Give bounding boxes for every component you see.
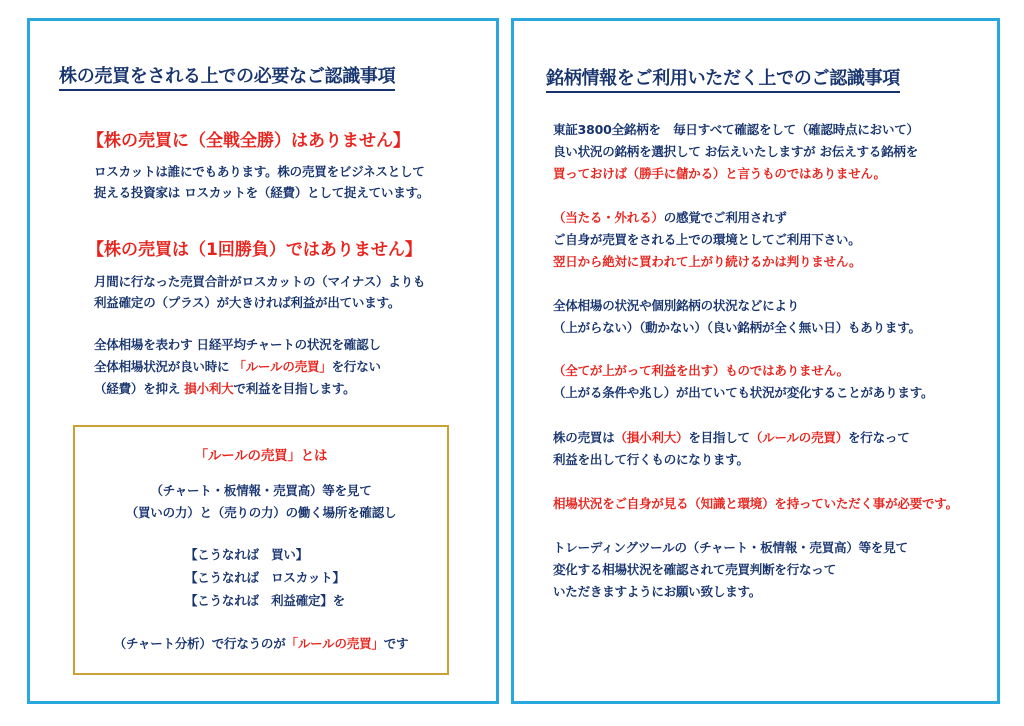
right-p7-line1: トレーディングツールの（チャート・板情報・売買高）等を見て	[553, 540, 908, 555]
left-title: 株の売買をされる上での必要なご認識事項	[59, 62, 395, 91]
right-p4-line2: （上がる条件や兆し）が出ていても状況が変化することがあります。	[553, 385, 934, 400]
right-p1-line3: 買っておけば（勝手に儲かる）と言うものではありません。	[553, 166, 886, 181]
rule-box-line1: （チャート・板情報・売買高）等を見て	[150, 483, 372, 498]
right-p7-line2: 変化する相場状況を確認されて売買判断を行なって	[553, 562, 836, 577]
right-p4-line1: （全てが上がって利益を出す）ものではありません。	[553, 363, 849, 378]
left-para1-line1: ロスカットは誰にでもあります。株の売買をビジネスとして	[94, 164, 425, 179]
heading-not-one-shot: 【株の売買は（1回勝負）ではありません】	[87, 240, 422, 260]
right-p5-line1: 株の売買は（損小利大）を目指して（ルールの売買）を行なって	[553, 430, 910, 445]
right-p2-line2: ご自身が売買をされる上での環境としてご利用下さい。	[553, 232, 861, 247]
rule-box-item-buy: 【こうなれば 買い】	[185, 547, 309, 562]
right-title: 銘柄情報をご利用いただく上でのご認識事項	[546, 64, 900, 93]
heading-no-perfect-wins: 【株の売買に（全戦全勝）はありません】	[87, 131, 410, 151]
rule-trading-highlight: 「ルールの売買」	[233, 359, 332, 374]
left-para3-line3: （経費）を抑え 損小利大で利益を目指します。	[94, 381, 356, 396]
right-p6-line1: 相場状況をご自身が見る（知識と環境）を持っていただく事が必要です。	[553, 496, 958, 511]
rule-box-title: 「ルールの売買」とは	[194, 448, 328, 464]
small-loss-big-profit-highlight: 損小利大	[184, 381, 234, 396]
rule-box-item-losscut: 【こうなれば ロスカット】	[185, 570, 345, 585]
rule-box-footer: （チャート分析）で行なうのが「ルールの売買」です	[113, 636, 409, 651]
left-para3-line2: 全体相場状況が良い時に 「ルールの売買」を行ない	[94, 359, 381, 374]
right-p1-line1: 東証3800全銘柄を 毎日すべて確認をして（確認時点において）	[553, 122, 919, 137]
rule-trading-box	[73, 425, 449, 675]
left-para2-line2: 利益確定の（プラス）が大きければ利益が出ています。	[94, 295, 401, 310]
left-para1-line2: 捉える投資家は ロスカットを（経費）として捉えています。	[94, 185, 430, 200]
right-p2-line1: （当たる・外れる）の感覚でご利用されず	[553, 210, 787, 225]
right-p3-line2: （上がらない）（動かない）（良い銘柄が全く無い日）もあります。	[553, 320, 921, 335]
rule-box-item-take-profit: 【こうなれば 利益確定】を	[185, 593, 345, 608]
left-para2-line1: 月間に行なった売買合計がロスカットの（マイナス）よりも	[94, 274, 426, 289]
right-p3-line1: 全体相場の状況や個別銘柄の状況などにより	[553, 298, 800, 313]
rule-box-line2: （買いの力）と（売りの力）の働く場所を確認し	[125, 505, 397, 520]
left-para3-line1: 全体相場を表わす 日経平均チャートの状況を確認し	[94, 337, 381, 352]
right-p5-line2: 利益を出して行くものになります。	[553, 452, 749, 467]
right-p1-line2: 良い状況の銘柄を選択して お伝えいたしますが お伝えする銘柄を	[553, 144, 919, 159]
right-p7-line3: いただきますようにお願い致します。	[553, 584, 762, 599]
right-p2-line3: 翌日から絶対に買われて上がり続けるかは判りません。	[553, 254, 862, 269]
